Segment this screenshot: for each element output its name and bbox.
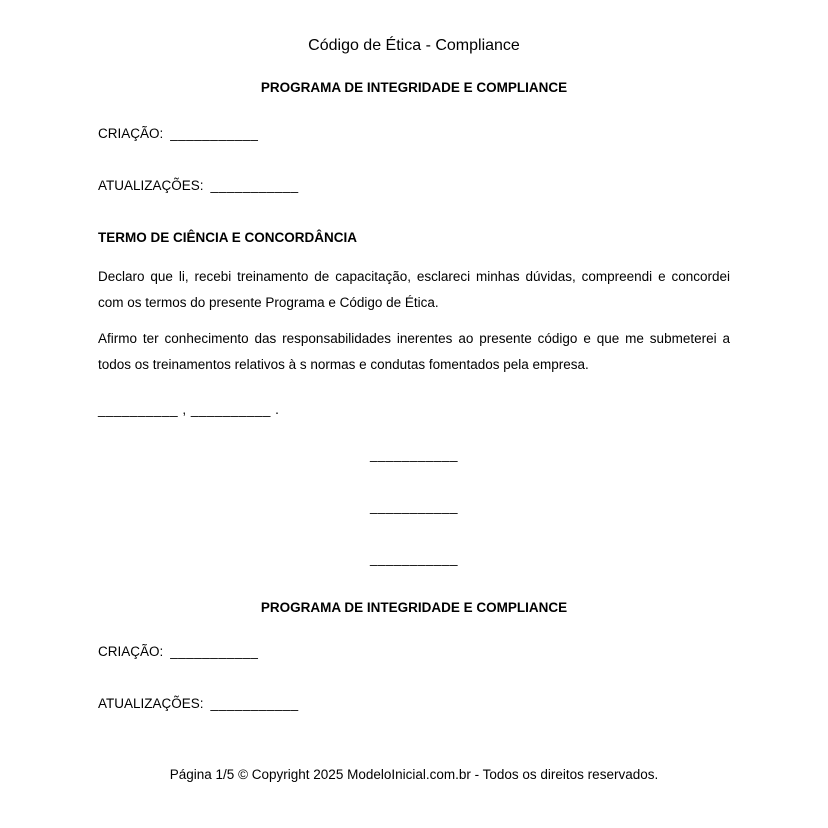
criacao-field-top [98, 126, 730, 142]
atualizacoes-blank-bottom: ___________ [210, 696, 299, 711]
program-heading-top: PROGRAMA DE INTEGRIDADE E COMPLIANCE [260, 80, 568, 95]
signature-block [98, 447, 730, 567]
criacao-blank-top: ___________ [170, 126, 259, 141]
page-footer: Página 1/5 © Copyright 2025 ModeloInicial.com.br - Todos os direitos reservados. [169, 767, 659, 782]
signature-line: ___________ [369, 551, 459, 566]
criacao-field-bottom [98, 644, 730, 660]
program-heading-bottom: PROGRAMA DE INTEGRIDADE E COMPLIANCE [260, 600, 568, 615]
criacao-label-bottom: CRIAÇÃO: [98, 644, 164, 659]
atualizacoes-field-top [98, 178, 730, 194]
signature-line: ___________ [369, 499, 459, 514]
atualizacoes-blank-top: ___________ [210, 178, 299, 193]
atualizacoes-field-bottom [98, 696, 730, 712]
termo-paragraph-1: Declaro que li, recebi treinamento de capacitação, esclareci minhas dúvidas, compreendi e concordei com os termos do presente Programa e Código de Ética. [98, 269, 730, 310]
place-date-blank-line: __________ , __________ . [98, 402, 280, 417]
termo-heading: TERMO DE CIÊNCIA E CONCORDÂNCIA [98, 230, 358, 245]
criacao-blank-bottom: ___________ [170, 644, 259, 659]
criacao-label-top: CRIAÇÃO: [98, 126, 164, 141]
document-title: Código de Ética - Compliance [308, 37, 520, 54]
atualizacoes-label-bottom: ATUALIZAÇÕES: [98, 696, 204, 711]
termo-paragraph-2: Afirmo ter conhecimento das responsabilidades inerentes ao presente código e que me submeterei a todos os treinamentos relativos à s normas e condutas fomentados pela empresa. [98, 331, 730, 372]
atualizacoes-label-top: ATUALIZAÇÕES: [98, 178, 204, 193]
signature-line: ___________ [369, 447, 459, 462]
